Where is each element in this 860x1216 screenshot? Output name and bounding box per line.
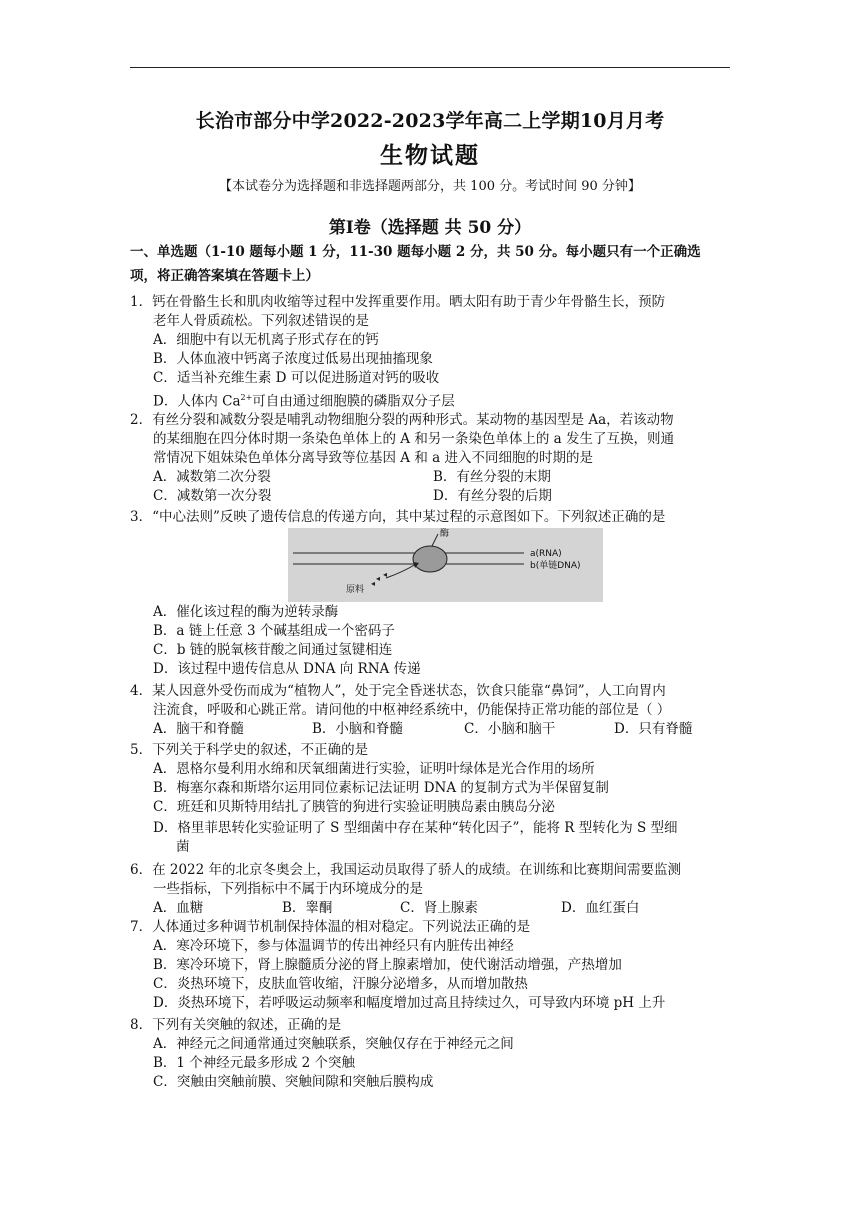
enzyme-pointer	[432, 534, 438, 546]
enzyme-ellipse	[413, 546, 447, 572]
question-6-stem-line2: 一些指标，下列指标中不属于内环境成分的是	[153, 881, 423, 897]
question-2-stem-line3: 常情况下姐妹染色单体分离导致等位基因 A 和 a 进入不同细胞的时期的是	[153, 450, 593, 466]
enzyme-label: 酶	[440, 529, 450, 539]
question-5-option-c: C．班廷和贝斯特用结扎了胰管的狗进行实验证明胰岛素由胰岛分泌	[153, 799, 555, 815]
question-2-option-b: B．有丝分裂的末期	[433, 469, 551, 485]
question-8-option-a: A．神经元之间通常通过突触联系，突触仅存在于神经元之间	[153, 1036, 514, 1052]
question-2-option-d: D．有丝分裂的后期	[433, 488, 552, 504]
question-2-stem-line1: 2．有丝分裂和减数分裂是哺乳动物细胞分裂的两种形式。某动物的基因型是 Aa，若该动物	[130, 412, 674, 428]
question-1-stem-line2: 老年人骨质疏松。下列叙述错误的是	[153, 313, 369, 329]
question-1-option-b: B．人体血液中钙离子浓度过低易出现抽搐现象	[153, 351, 433, 367]
question-2-stem-line2: 的某细胞在四分体时期一条染色单体上的 A 和另一条染色单体上的 a 发生了互换，则通	[153, 431, 674, 447]
question-4-stem-line1: 4．某人因意外受伤而成为“植物人”，处于完全昏迷状态，饮食只能靠“鼻饲”，人工向胃内	[130, 683, 666, 699]
strand-a-label: a(RNA)	[530, 549, 562, 559]
nucleotide-glyph-2: ◂	[376, 574, 381, 583]
question-6-option-a: A．血糖	[153, 900, 204, 916]
subject-title: 生物试题	[380, 142, 480, 169]
question-7-stem: 7．人体通过多种调节机制保持体温的相对稳定。下列说法正确的是	[130, 919, 531, 935]
nucleotide-glyph-1: ◂	[383, 570, 388, 579]
material-arrow	[386, 564, 416, 578]
question-1-option-c: C．适当补充维生素 D 可以促进肠道对钙的吸收	[153, 370, 440, 386]
question-4-option-d: D．只有脊髓	[614, 721, 693, 737]
question-8-option-b: B．1 个神经元最多形成 2 个突触	[153, 1055, 355, 1071]
question-5-option-d-line1: D．格里菲思转化实验证明了 S 型细菌中存在某种“转化因子”，能将 R 型转化为 S 型细	[153, 820, 678, 836]
question-8-option-c: C．突触由突触前膜、突触间隙和突触后膜构成	[153, 1074, 434, 1090]
question-6-option-b: B．睾酮	[282, 900, 333, 916]
question-8-stem: 8．下列有关突触的叙述，正确的是	[130, 1017, 342, 1033]
material-label: 原料	[346, 585, 365, 595]
question-3-option-d: D．该过程中遗传信息从 DNA 向 RNA 传递	[153, 661, 421, 677]
question-4-option-c: C．小脑和脑干	[464, 721, 556, 737]
exam-title: 长治市部分中学2022-2023学年高二上学期10月月考	[195, 110, 665, 132]
question-3-stem: 3．“中心法则”反映了遗传信息的传递方向，其中某过程的示意图如下。下列叙述正确的是	[130, 509, 666, 525]
question-3-option-b: B．a 链上任意 3 个碱基组成一个密码子	[153, 623, 395, 639]
question-7-option-d: D．炎热环境下，若呼吸运动频率和幅度增加过高且持续过久，可导致内环境 pH 上升	[153, 995, 666, 1011]
question-1-option-d-sup: 2+	[240, 393, 253, 402]
section-instructions-line2: 项，将正确答案填在答题卡上）	[130, 268, 319, 284]
question-6-option-c: C．肾上腺素	[400, 900, 478, 916]
question-2-option-c: C．减数第一次分裂	[153, 488, 272, 504]
question-1-option-a: A．细胞中有以无机离子形式存在的钙	[153, 332, 379, 348]
question-4-option-b: B．小脑和脊髓	[312, 721, 403, 737]
nucleotide-glyph-3: ◂	[371, 579, 376, 588]
question-1-option-d-pre: D．人体内 Ca	[153, 393, 241, 410]
question-7-option-b: B．寒冷环境下，肾上腺髓质分泌的肾上腺素增加，使代谢活动增强，产热增加	[153, 957, 622, 973]
question-1-stem-line1: 1．钙在骨骼生长和肌肉收缩等过程中发挥重要作用。晒太阳有助于青少年骨骼生长，预防	[130, 294, 666, 310]
question-1-option-d-post: 可自由通过细胞膜的磷脂双分子层	[252, 393, 455, 410]
question-5-option-a: A．恩格尔曼利用水绵和厌氧细菌进行实验，证明叶绿体是光合作用的场所	[153, 761, 595, 777]
exam-note: 【本试卷分为选择题和非选择题两部分，共 100 分。考试时间 90 分钟】	[219, 179, 641, 194]
question-2-option-a: A．减数第二次分裂	[153, 469, 271, 485]
question-3-option-a: A．催化该过程的酶为逆转录酶	[153, 604, 339, 620]
question-4-option-a: A．脑干和脊髓	[153, 721, 244, 737]
transcription-diagram	[288, 528, 603, 602]
question-5-stem: 5．下列关于科学史的叙述，不正确的是	[130, 742, 369, 758]
header-rule	[130, 67, 730, 68]
question-3-option-c: C．b 链的脱氧核苷酸之间通过氢键相连	[153, 642, 393, 658]
question-7-option-a: A．寒冷环境下，参与体温调节的传出神经只有内脏传出神经	[153, 938, 514, 954]
strand-b-label: b(单链DNA)	[530, 561, 581, 571]
question-6-option-d: D．血红蛋白	[561, 900, 640, 916]
question-5-option-b: B．梅塞尔森和斯塔尔运用同位素标记法证明 DNA 的复制方式为半保留复制	[153, 780, 609, 796]
question-7-option-c: C．炎热环境下，皮肤血管收缩，汗腺分泌增多，从而增加散热	[153, 976, 528, 992]
question-5-option-d-line2: 菌	[176, 839, 190, 855]
section-instructions-line1: 一、单选题（1-10 题每小题 1 分，11-30 题每小题 2 分，共 50 分。每小题只有一个正确选	[130, 244, 701, 260]
part-title: 第Ⅰ卷（选择题 共 50 分）	[328, 218, 532, 238]
question-1-option-d	[153, 388, 455, 412]
question-4-stem-line2: 注流食，呼吸和心跳正常。请问他的中枢神经系统中，仍能保持正常功能的部位是（ ）	[153, 702, 671, 718]
question-6-stem-line1: 6．在 2022 年的北京冬奥会上，我国运动员取得了骄人的成绩。在训练和比赛期间需要监测	[130, 862, 682, 878]
